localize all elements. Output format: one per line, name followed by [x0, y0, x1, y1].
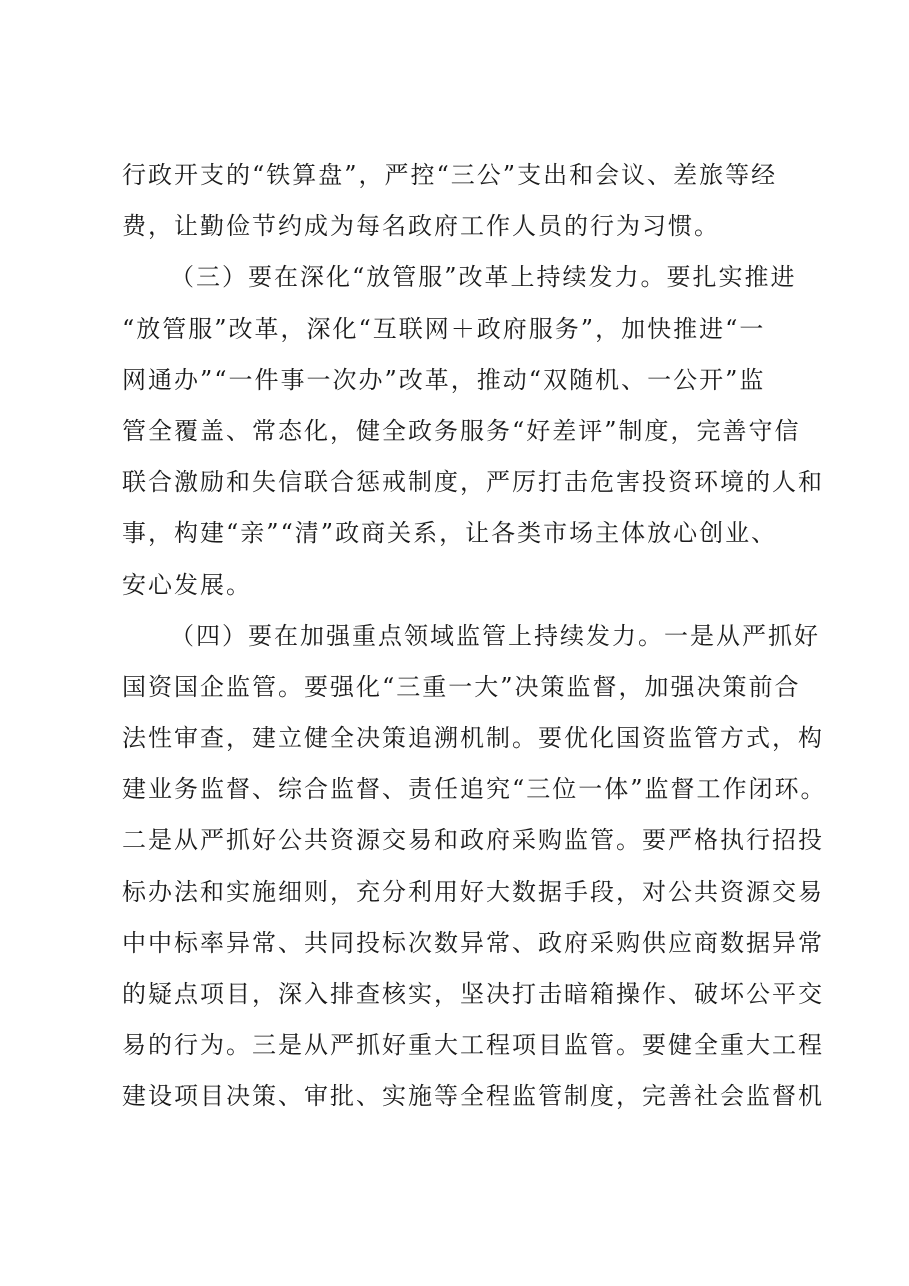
- text-line: 安心发展。: [122, 570, 252, 599]
- text-line: 中中标率异常、共同投标次数异常、政府采购供应商数据异常: [122, 928, 824, 957]
- text-line: 事，构建“亲”“清”政商关系，让各类市场主体放心创业、: [122, 519, 778, 548]
- text-line: 的疑点项目，深入排查核实，坚决打击暗箱操作、破坏公平交: [122, 980, 824, 1008]
- text-line: 易的行为。三是从严抓好重大工程项目监管。要健全重大工程: [122, 1031, 824, 1060]
- text-line: 标办法和实施细则，充分利用好大数据手段，对公共资源交易: [122, 877, 824, 906]
- text-line: 建设项目决策、审批、实施等全程监管制度，完善社会监督机: [122, 1082, 824, 1111]
- paragraph-start-line: （三）要在深化“放管服”改革上持续发力。要扎实推进: [170, 263, 797, 292]
- document-body: [122, 150, 827, 1123]
- text-line: 法性审查，建立健全决策追溯机制。要优化国资监管方式，构: [122, 724, 824, 753]
- text-line: 费，让勤俭节约成为每名政府工作人员的行为习惯。: [122, 212, 720, 241]
- text-line: 建业务监督、综合监督、责任追究“三位一体”监督工作闭环。: [122, 775, 827, 804]
- paragraph-start-line: （四）要在加强重点领域监管上持续发力。一是从严抓好: [170, 621, 820, 650]
- text-line: 联合激励和失信联合惩戒制度，严厉打击危害投资环境的人和: [122, 468, 824, 497]
- text-line: 网通办”“一件事一次办”改革，推动“双随机、一公开”监: [122, 365, 766, 394]
- text-line: 行政开支的“铁算盘”，严控“三公”支出和会议、差旅等经: [122, 161, 778, 189]
- text-line: “放管服”改革，深化“互联网＋政府服务”，加快推进“一: [122, 314, 766, 343]
- text-line: 管全覆盖、常态化，健全政务服务“好差评”制度，完善守信: [122, 416, 801, 445]
- text-line: 国资国企监管。要强化“三重一大”决策监督，加强决策前合: [122, 672, 801, 701]
- text-line: 二是从严抓好公共资源交易和政府采购监管。要严格执行招投: [122, 826, 824, 855]
